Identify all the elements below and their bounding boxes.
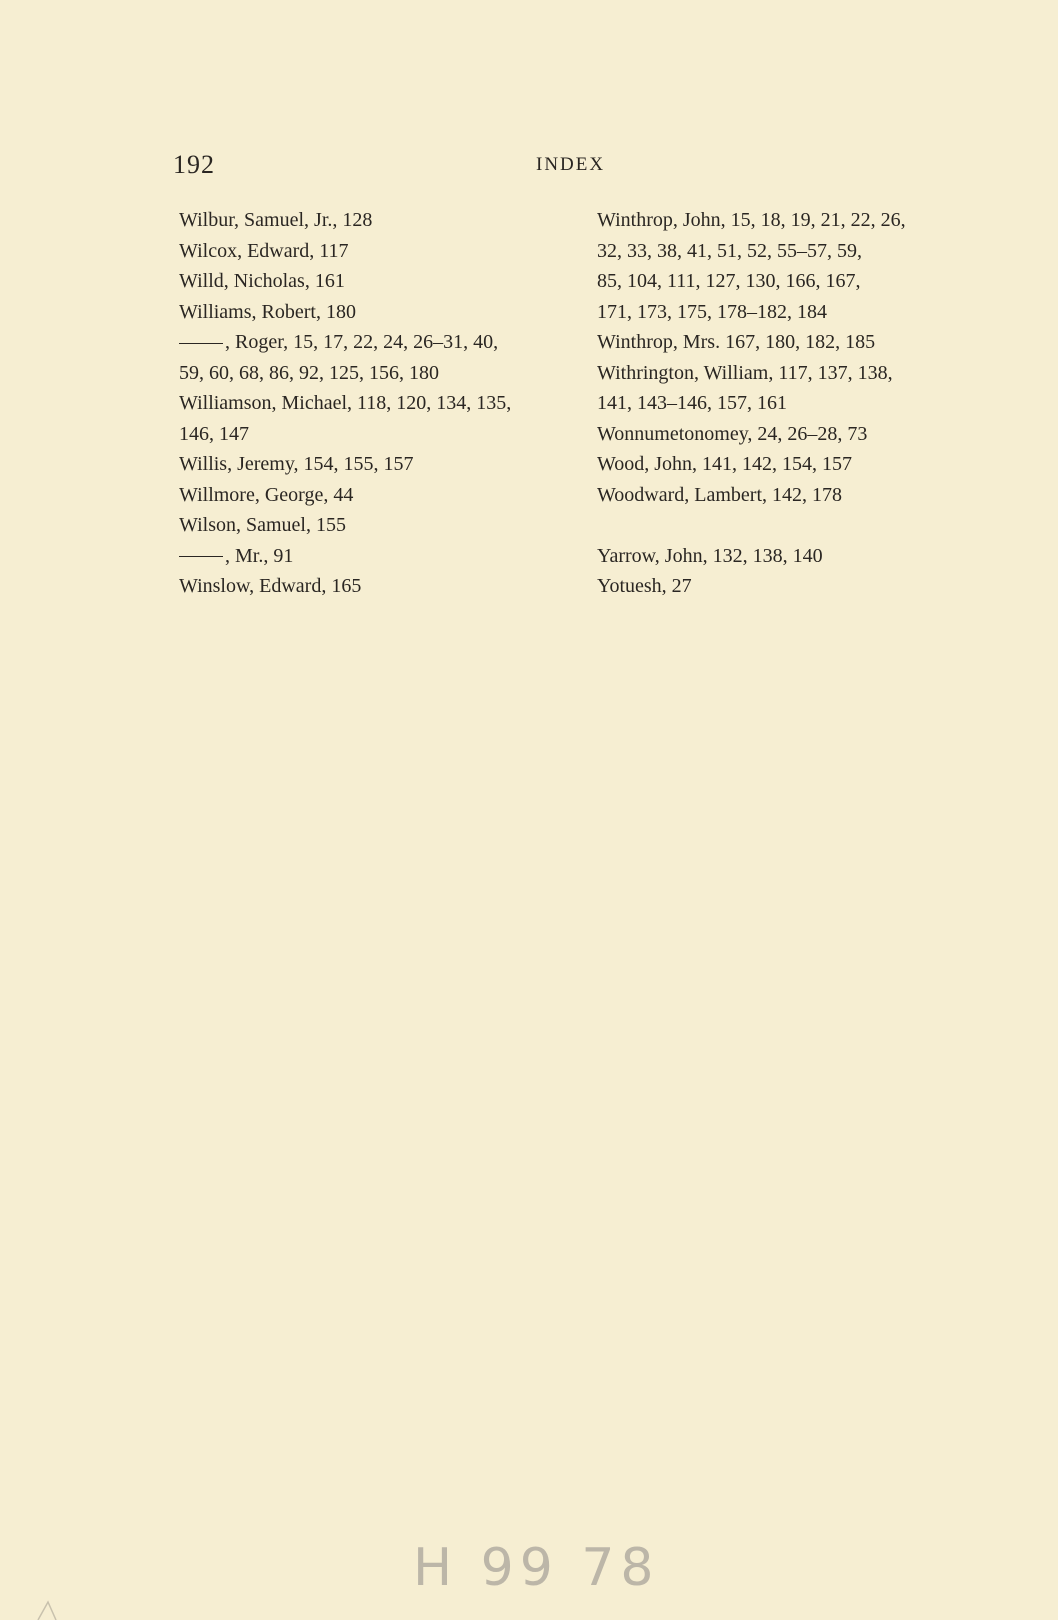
ditto-dash bbox=[179, 343, 223, 344]
index-entry-continuation: 146, 147 bbox=[179, 422, 249, 445]
index-entry-text: Withrington, William, 117, 137, 138, bbox=[597, 361, 893, 384]
index-entry-text: Williams, Robert, 180 bbox=[179, 300, 356, 323]
index-column-left bbox=[179, 205, 579, 602]
index-entry-text: Willmore, George, 44 bbox=[179, 483, 354, 506]
index-entry-text: Wonnumetonomey, 24, 26–28, 73 bbox=[597, 422, 868, 445]
index-entry bbox=[597, 571, 997, 602]
ditto-dash bbox=[179, 556, 223, 557]
index-entry-text: Wilson, Samuel, 155 bbox=[179, 514, 346, 536]
index-entry-text: Yotuesh, 27 bbox=[597, 575, 692, 597]
index-entry-text: Wilbur, Samuel, Jr., 128 bbox=[179, 209, 373, 231]
index-entry-text: Winthrop, Mrs. 167, 180, 182, 185 bbox=[597, 331, 876, 353]
index-entry bbox=[597, 327, 997, 358]
index-entry bbox=[179, 571, 579, 602]
corner-mark-icon bbox=[30, 1596, 70, 1620]
index-entry bbox=[179, 541, 579, 572]
index-entry bbox=[179, 510, 579, 541]
index-entry-text: Wood, John, 141, 142, 154, 157 bbox=[597, 453, 853, 475]
index-entry bbox=[597, 449, 997, 480]
index-entry bbox=[597, 358, 997, 419]
index-entry-text: Wilcox, Edward, 117 bbox=[179, 239, 349, 262]
index-entry bbox=[597, 541, 997, 572]
section-gap bbox=[597, 510, 997, 541]
index-entry bbox=[179, 449, 579, 480]
index-entry-text: Winthrop, John, 15, 18, 19, 21, 22, 26, bbox=[597, 209, 906, 231]
library-stamp: H 99 78 bbox=[413, 1538, 660, 1598]
index-entry bbox=[179, 266, 579, 297]
index-entry-text: Winslow, Edward, 165 bbox=[179, 575, 362, 597]
index-entry-text: Yarrow, John, 132, 138, 140 bbox=[597, 544, 823, 567]
index-entry-continuation: 32, 33, 38, 41, 51, 52, 55–57, 59, bbox=[597, 239, 862, 262]
index-entry-text: Woodward, Lambert, 142, 178 bbox=[597, 483, 842, 506]
index-entry-text: Willd, Nicholas, 161 bbox=[179, 270, 345, 292]
index-entry bbox=[179, 205, 579, 236]
index-entry bbox=[597, 480, 997, 511]
index-entry-text: Williamson, Michael, 118, 120, 134, 135, bbox=[179, 392, 512, 414]
running-head: INDEX bbox=[536, 154, 606, 175]
index-column-right bbox=[597, 205, 997, 602]
index-entry bbox=[597, 205, 997, 327]
index-entry-continuation: 171, 173, 175, 178–182, 184 bbox=[597, 300, 827, 323]
index-entry bbox=[179, 327, 579, 388]
index-entry-continuation: 141, 143–146, 157, 161 bbox=[597, 392, 787, 414]
index-entry-continuation: 59, 60, 68, 86, 92, 125, 156, 180 bbox=[179, 361, 439, 384]
index-entry bbox=[179, 297, 579, 328]
index-entry-text: Willis, Jeremy, 154, 155, 157 bbox=[179, 453, 414, 475]
index-entry-text: , Mr., 91 bbox=[225, 544, 294, 567]
index-entry-continuation: 85, 104, 111, 127, 130, 166, 167, bbox=[597, 270, 861, 292]
index-entry-text: , Roger, 15, 17, 22, 24, 26–31, 40, bbox=[225, 331, 499, 353]
page-number: 192 bbox=[173, 150, 215, 179]
index-entry bbox=[179, 236, 579, 267]
index-entry bbox=[597, 419, 997, 450]
index-entry bbox=[179, 480, 579, 511]
index-entry bbox=[179, 388, 579, 449]
